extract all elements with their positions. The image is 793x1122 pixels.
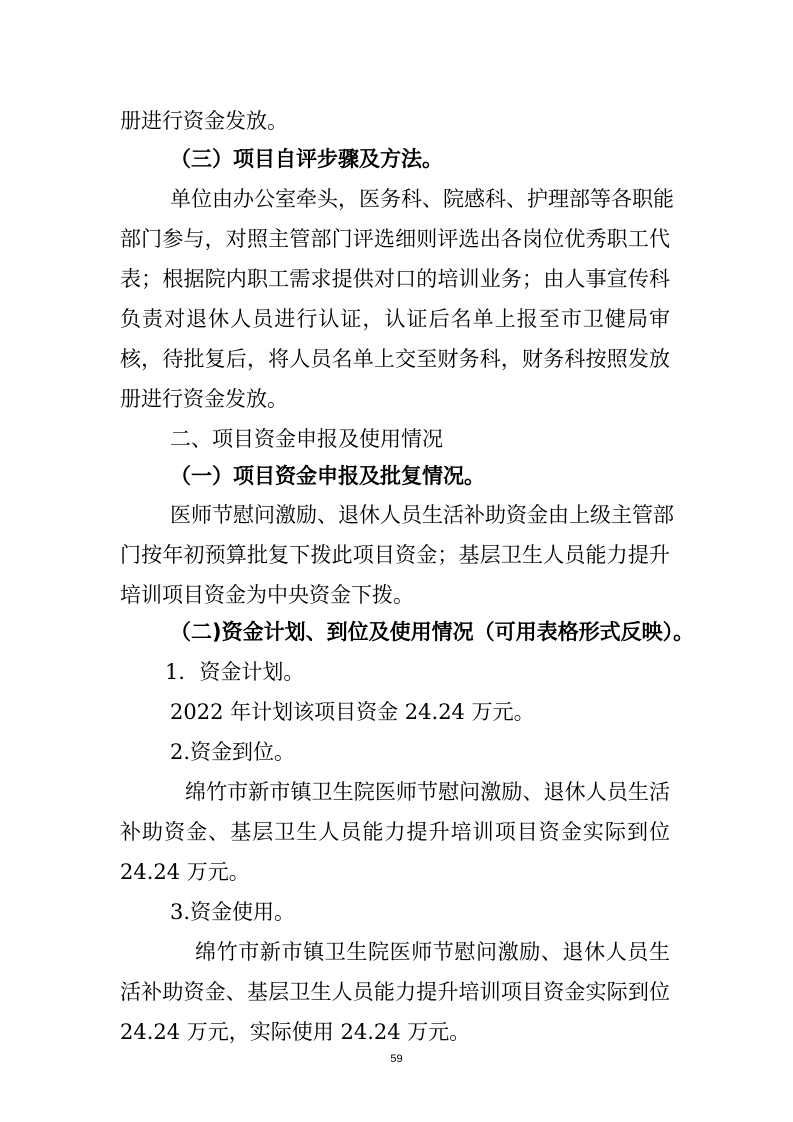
section-heading: （二)资金计划、到位及使用情况（可用表格形式反映）。 [170,620,695,644]
text-line: 负责对退休人员进行认证，认证后名单上报至市卫健局审 [120,307,670,331]
text-line: 24.24 万元，实际使用 24.24 万元。 [120,1020,471,1044]
text-line: 门按年初预算批复下拨此项目资金；基层卫生人员能力提升 [120,543,670,567]
section-heading: （一）项目资金申报及批复情况。 [170,464,485,488]
text-line: 册进行资金发放。 [120,109,288,133]
text-line: 部门参与，对照主管部门评选细则评选出各岗位优秀职工代 [120,227,670,251]
text-line: 单位由办公室牵头，医务科、院感科、护理部等各职能 [170,187,674,211]
text-line: 2022 年计划该项目资金 24.24 万元。 [170,700,535,724]
text-line: 册进行资金发放。 [120,387,288,411]
subheading: 1．资金计划。 [165,660,305,684]
text-line: 培训项目资金为中央资金下拨。 [120,583,414,607]
page-number: 59 [390,1053,403,1065]
text-line: 绵竹市新市镇卫生院医师节慰问激励、退休人员生 [195,940,670,964]
chapter-heading: 二、项目资金申报及使用情况 [170,427,443,451]
text-line: 绵竹市新市镇卫生院医师节慰问激励、退休人员生活 [185,780,670,804]
text-line: 医师节慰问激励、退休人员生活补助资金由上级主管部 [170,503,674,527]
subheading: 2.资金到位。 [170,740,296,764]
subheading: 3.资金使用。 [170,900,296,924]
text-line: 表；根据院内职工需求提供对口的培训业务；由人事宣传科 [120,267,670,291]
text-line: 核，待批复后，将人员名单上交至财务科，财务科按照发放 [120,347,670,371]
text-line: 活补助资金、基层卫生人员能力提升培训项目资金实际到位 [120,980,670,1004]
text-line: 补助资金、基层卫生人员能力提升培训项目资金实际到位 [120,820,670,844]
section-heading: （三）项目自评步骤及方法。 [170,147,443,171]
text-line: 24.24 万元。 [120,860,250,884]
